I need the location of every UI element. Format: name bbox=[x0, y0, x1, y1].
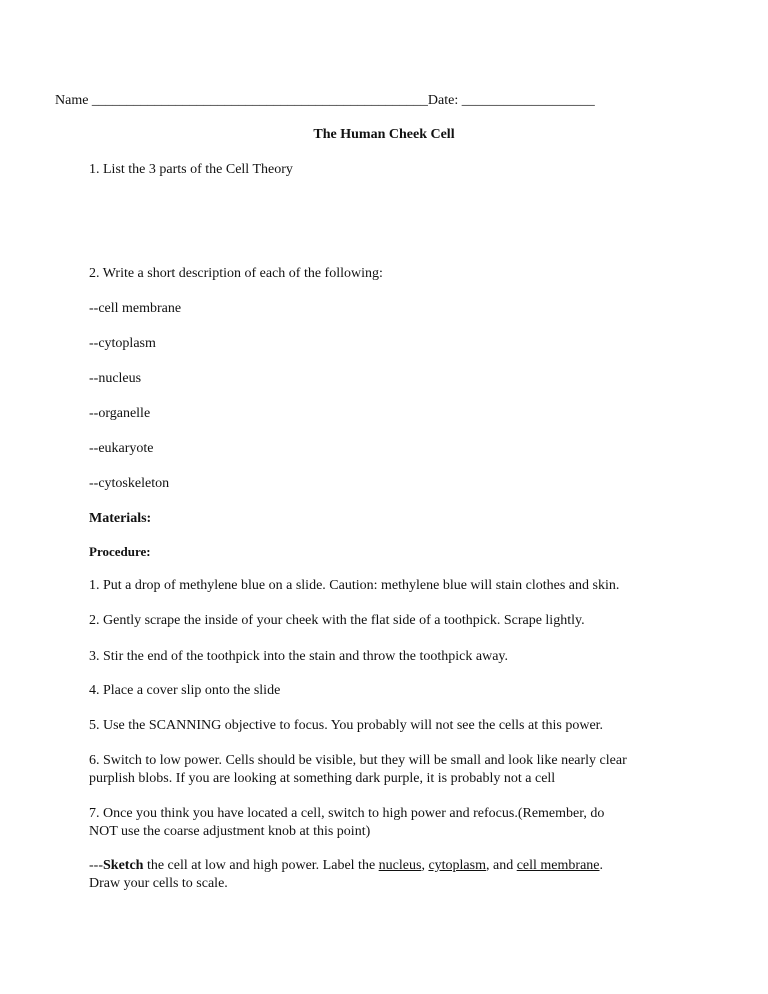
term-organelle: --organelle bbox=[89, 406, 151, 421]
sketch-keyword: Sketch bbox=[103, 858, 144, 873]
sketch-text: the cell at low and high power. Label the bbox=[143, 858, 379, 873]
question-1: 1. List the 3 parts of the Cell Theory bbox=[89, 162, 293, 177]
sketch-instruction bbox=[89, 857, 603, 875]
term-eukaryote: --eukaryote bbox=[89, 441, 154, 456]
procedure-step-1: 1. Put a drop of methylene blue on a slide. Caution: methylene blue will stain clothes and skin. bbox=[89, 578, 620, 593]
label-cytoplasm: cytoplasm bbox=[428, 858, 486, 873]
procedure-step-3: 3. Stir the end of the toothpick into the stain and throw the toothpick away. bbox=[89, 649, 509, 664]
label-cell-membrane: cell membrane bbox=[516, 858, 600, 873]
sketch-period: . bbox=[599, 858, 603, 873]
procedure-step-7-line-2: NOT use the coarse adjustment knob at this point) bbox=[89, 824, 371, 839]
term-cell-membrane: --cell membrane bbox=[89, 301, 182, 316]
procedure-step-2: 2. Gently scrape the inside of your cheek with the flat side of a toothpick. Scrape lightly. bbox=[89, 613, 585, 628]
procedure-step-4: 4. Place a cover slip onto the slide bbox=[89, 683, 281, 698]
sketch-instruction-line-2: Draw your cells to scale. bbox=[89, 876, 228, 891]
term-cytoskeleton: --cytoskeleton bbox=[89, 476, 170, 491]
term-cytoplasm: --cytoplasm bbox=[89, 336, 156, 351]
procedure-heading: Procedure: bbox=[89, 544, 151, 559]
sketch-comma: , bbox=[421, 858, 429, 873]
procedure-step-6-line-1: 6. Switch to low power. Cells should be visible, but they will be small and look like nearly clear bbox=[89, 753, 627, 768]
procedure-step-5: 5. Use the SCANNING objective to focus. You probably will not see the cells at this power. bbox=[89, 718, 604, 733]
page-title: The Human Cheek Cell bbox=[313, 127, 455, 142]
procedure-step-6-line-2: purplish blobs. If you are looking at something dark purple, it is probably not a cell bbox=[89, 771, 556, 786]
term-nucleus: --nucleus bbox=[89, 371, 142, 386]
name-date-line: Name ________________________________________________Date: ___________________ bbox=[55, 93, 595, 108]
materials-heading: Materials: bbox=[89, 511, 152, 526]
question-2: 2. Write a short description of each of the following: bbox=[89, 266, 383, 281]
sketch-prefix: --- bbox=[89, 858, 103, 873]
sketch-and: , and bbox=[485, 858, 517, 873]
label-nucleus: nucleus bbox=[378, 858, 422, 873]
procedure-step-7-line-1: 7. Once you think you have located a cell, switch to high power and refocus.(Remember, do bbox=[89, 806, 605, 821]
